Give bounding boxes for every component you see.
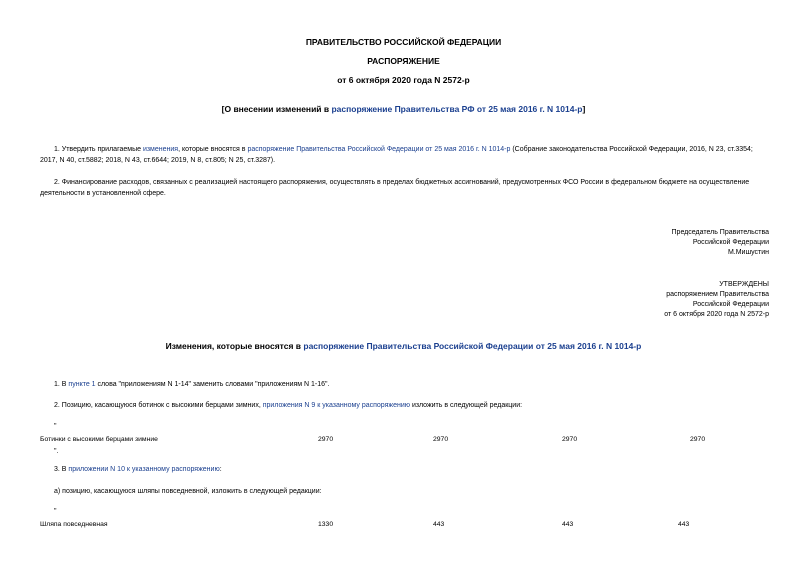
signature-block: [672, 228, 769, 258]
subject-prefix: [О внесении изменений в: [221, 104, 332, 114]
p1-text-b: , которые вносятся в: [178, 146, 248, 153]
approved-line-1: УТВЕРЖДЕНЫ: [719, 281, 769, 288]
row1-value-1: 2970: [318, 436, 334, 443]
change-item-2: [54, 402, 522, 409]
item2-text-a: 2. Позицию, касающуюся ботинок с высокими берцами зимних,: [54, 402, 263, 409]
document-subject: [0, 104, 807, 114]
row2-name: Шляпа повседневная: [40, 521, 108, 528]
row2-value-1: 1330: [318, 521, 334, 528]
approved-line-4: от 6 октября 2020 года N 2572-р: [664, 311, 769, 318]
signature-name: М.Мишустин: [727, 249, 769, 256]
row2-value-3: 443: [562, 521, 574, 528]
row2-value-2: 443: [433, 521, 445, 528]
row1-value-4: 2970: [690, 436, 706, 443]
item2-link[interactable]: приложения N 9 к указанному распоряжению: [262, 402, 410, 409]
signature-line-2: Российской Федерации: [692, 239, 769, 246]
p1-text-a: 1. Утвердить прилагаемые: [54, 146, 143, 153]
p1-link-changes[interactable]: изменения: [142, 146, 179, 153]
item1-link[interactable]: пункте 1: [68, 381, 96, 388]
document-date-number: от 6 октября 2020 года N 2572-р: [337, 75, 470, 85]
row1-name: Ботинки с высокими берцами зимние: [40, 436, 158, 443]
row1-value-3: 2970: [562, 436, 578, 443]
change-item-3a: а) позицию, касающуюся шляпы повседневной, изложить в следующей редакции:: [54, 488, 322, 495]
p1-link-order[interactable]: распоряжение Правительства Российской Федерации от 25 мая 2016 г. N 1014-р: [247, 146, 511, 153]
document-type-heading: РАСПОРЯЖЕНИЕ: [367, 56, 440, 66]
quote-open-2: ": [54, 508, 57, 515]
change-item-3: [54, 466, 222, 473]
signature-line-1: Председатель Правительства: [671, 229, 769, 236]
subject-suffix: ]: [582, 104, 586, 114]
approved-block: [664, 280, 769, 320]
approved-line-3: Российской Федерации: [692, 301, 769, 308]
item1-text-b: слова "приложениям N 1-14" заменить словами "приложениям N 1-16".: [95, 381, 330, 388]
item3-text-b: :: [219, 466, 222, 473]
changes-title-link[interactable]: распоряжение Правительства Российской Федерации от 25 мая 2016 г. N 1014-р: [303, 341, 642, 351]
approved-line-2: распоряжением Правительства: [666, 291, 769, 298]
paragraph-1: [40, 144, 770, 166]
subject-link[interactable]: распоряжение Правительства РФ от 25 мая 2016 г. N 1014-р: [331, 104, 583, 114]
quote-close-1: ".: [54, 448, 59, 455]
paragraph-2: 2. Финансирование расходов, связанных с реализацией настоящего распоряжения, осуществлять в пределах бюджетных ассигнований, предусмотренных ФСО России в федеральном бюджете на осуществление деятельности в установленной сфере.: [40, 179, 750, 197]
item3-text-a: 3. В: [54, 466, 69, 473]
p1-text-c: (Собрание законодательства Российской Федерации, 2016, N 23, ст.3354; 2017, N 40, ст.5882; 2018, N 43, ст.6644; 2019, N 8, ст.805; N 25, ст.3287).: [40, 146, 753, 164]
change-item-1: [54, 381, 329, 388]
row1-value-2: 2970: [433, 436, 449, 443]
row2-value-4: 443: [678, 521, 690, 528]
government-heading: ПРАВИТЕЛЬСТВО РОССИЙСКОЙ ФЕДЕРАЦИИ: [305, 37, 502, 47]
item1-text-a: 1. В: [54, 381, 69, 388]
item3-link[interactable]: приложении N 10 к указанному распоряжению: [68, 466, 220, 473]
changes-title-prefix: Изменения, которые вносятся в: [165, 341, 304, 351]
item2-text-b: изложить в следующей редакции:: [410, 402, 523, 409]
quote-open-1: ": [54, 423, 57, 430]
changes-title: [0, 341, 807, 351]
